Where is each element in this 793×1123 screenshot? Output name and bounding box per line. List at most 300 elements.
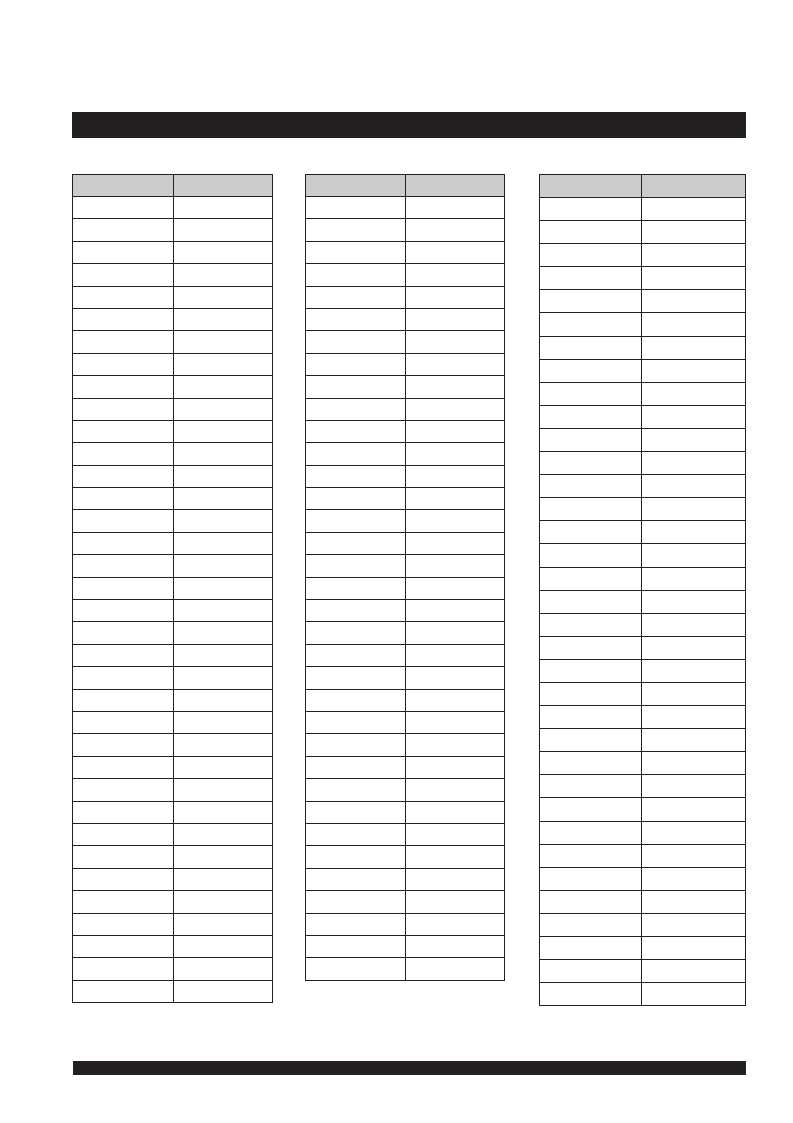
table-row (540, 290, 746, 313)
column-header (306, 175, 406, 197)
column-header (641, 175, 745, 198)
table-cell (406, 622, 505, 644)
table-cell (406, 846, 505, 868)
table-cell (73, 779, 174, 801)
table-cell (174, 241, 273, 263)
table-cell (73, 644, 174, 666)
table-cell (73, 577, 174, 599)
table-cell (641, 428, 745, 451)
table-cell (174, 286, 273, 308)
table-cell (174, 868, 273, 890)
table-row (306, 443, 505, 465)
table-cell (174, 622, 273, 644)
table-row (540, 775, 746, 798)
table-cell (641, 475, 745, 498)
table-cell (306, 600, 406, 622)
table-cell (73, 331, 174, 353)
table-cell (306, 667, 406, 689)
table-cell (306, 689, 406, 711)
table-cell (641, 498, 745, 521)
table-row (306, 197, 505, 219)
table-cell (73, 197, 174, 219)
table-cell (641, 336, 745, 359)
table-cell (306, 308, 406, 330)
table-row (306, 891, 505, 913)
table-cell (641, 867, 745, 890)
table-row (73, 667, 273, 689)
table-cell (306, 241, 406, 263)
table-row (73, 689, 273, 711)
table-cell (641, 960, 745, 983)
table-row (540, 636, 746, 659)
table-row (306, 622, 505, 644)
table-row (306, 286, 505, 308)
table-row (306, 846, 505, 868)
table-row (540, 706, 746, 729)
table-row (73, 734, 273, 756)
table-cell (306, 532, 406, 554)
table-row (540, 890, 746, 913)
table-row (306, 241, 505, 263)
table-row (73, 555, 273, 577)
table-cell (73, 734, 174, 756)
table-cell (540, 682, 642, 705)
table-cell (406, 241, 505, 263)
table-cell (306, 846, 406, 868)
table-cell (406, 667, 505, 689)
table-row (540, 867, 746, 890)
table-row (540, 382, 746, 405)
table-row (73, 443, 273, 465)
table-cell (406, 600, 505, 622)
table-cell (406, 891, 505, 913)
table-cell (641, 798, 745, 821)
table-cell (641, 405, 745, 428)
table-cell (73, 868, 174, 890)
table-cell (406, 913, 505, 935)
table-cell (174, 443, 273, 465)
table-row (73, 891, 273, 913)
table-row (540, 336, 746, 359)
table-cell (406, 197, 505, 219)
table-cell (306, 443, 406, 465)
table-cell (174, 197, 273, 219)
table-row (306, 667, 505, 689)
table-header-row (73, 175, 273, 197)
table-cell (174, 958, 273, 980)
table-cell (73, 219, 174, 241)
table-cell (73, 801, 174, 823)
table-cell (73, 756, 174, 778)
table-row (540, 659, 746, 682)
table-row (540, 821, 746, 844)
table-cell (174, 980, 273, 1002)
table-row (540, 452, 746, 475)
footer-bar (73, 1061, 746, 1075)
table-cell (641, 913, 745, 936)
table-cell (406, 868, 505, 890)
table-cell (641, 844, 745, 867)
table-cell (174, 801, 273, 823)
table-row (306, 532, 505, 554)
table-cell (641, 452, 745, 475)
table-row (73, 532, 273, 554)
table-cell (73, 353, 174, 375)
table-cell (641, 567, 745, 590)
table-row (540, 498, 746, 521)
table-cell (406, 935, 505, 957)
table-cell (73, 823, 174, 845)
table-cell (406, 779, 505, 801)
table-cell (306, 376, 406, 398)
table-cell (406, 823, 505, 845)
table-cell (540, 198, 642, 221)
table-cell (73, 622, 174, 644)
table-cell (641, 775, 745, 798)
table-cell (641, 267, 745, 290)
table-cell (641, 382, 745, 405)
table-cell (406, 510, 505, 532)
table-row (540, 198, 746, 221)
table-row (73, 219, 273, 241)
table-cell (306, 331, 406, 353)
table-cell (406, 644, 505, 666)
table-cell (73, 555, 174, 577)
table-row (73, 622, 273, 644)
table-row (540, 682, 746, 705)
table-cell (73, 264, 174, 286)
table-row (306, 465, 505, 487)
table-cell (306, 219, 406, 241)
table-row (306, 868, 505, 890)
table-cell (174, 913, 273, 935)
table-cell (406, 801, 505, 823)
table-cell (174, 376, 273, 398)
table-cell (406, 264, 505, 286)
table-cell (540, 452, 642, 475)
table-cell (174, 823, 273, 845)
table-cell (174, 308, 273, 330)
table-row (540, 221, 746, 244)
table-cell (73, 980, 174, 1002)
table-row (306, 823, 505, 845)
table-row (73, 913, 273, 935)
table-row (73, 935, 273, 957)
table-cell (641, 590, 745, 613)
table-cell (540, 221, 642, 244)
table-row (540, 613, 746, 636)
table-row (540, 983, 746, 1006)
table-row (306, 219, 505, 241)
table-cell (406, 756, 505, 778)
table-cell (540, 775, 642, 798)
table-cell (540, 636, 642, 659)
table-cell (406, 577, 505, 599)
column-header (406, 175, 505, 197)
table-row (306, 398, 505, 420)
table-cell (641, 544, 745, 567)
table-cell (641, 937, 745, 960)
table-row (73, 376, 273, 398)
table-row (540, 937, 746, 960)
table-cell (174, 689, 273, 711)
table-row (540, 798, 746, 821)
table-cell (306, 801, 406, 823)
table-cell (540, 428, 642, 451)
table-cell (641, 706, 745, 729)
table-cell (540, 313, 642, 336)
table-row (306, 488, 505, 510)
table-row (540, 590, 746, 613)
table-cell (73, 667, 174, 689)
table-cell (174, 219, 273, 241)
table-row (306, 264, 505, 286)
table-cell (306, 711, 406, 733)
table-cell (174, 846, 273, 868)
table-row (73, 264, 273, 286)
table-cell (174, 420, 273, 442)
table-cell (73, 532, 174, 554)
table-cell (73, 935, 174, 957)
table-cell (641, 659, 745, 682)
table-cell (306, 734, 406, 756)
table-cell (73, 510, 174, 532)
table-cell (73, 443, 174, 465)
table-cell (540, 613, 642, 636)
table-cell (406, 219, 505, 241)
table-row (540, 960, 746, 983)
table-cell (406, 734, 505, 756)
table-cell (540, 521, 642, 544)
table-cell (406, 286, 505, 308)
table-row (306, 756, 505, 778)
table-row (73, 331, 273, 353)
table-cell (540, 359, 642, 382)
table-row (540, 475, 746, 498)
table-cell (306, 510, 406, 532)
table-cell (540, 844, 642, 867)
table-row (306, 510, 505, 532)
table-cell (174, 398, 273, 420)
table-row (73, 286, 273, 308)
table-cell (174, 891, 273, 913)
table-row (73, 801, 273, 823)
table-cell (540, 867, 642, 890)
header-bar (72, 112, 746, 138)
table-cell (306, 420, 406, 442)
table-cell (174, 711, 273, 733)
table-header-row (306, 175, 505, 197)
table-cell (406, 398, 505, 420)
table-row (540, 544, 746, 567)
column-header (73, 175, 174, 197)
table-cell (174, 667, 273, 689)
table-row (73, 241, 273, 263)
table-cell (641, 636, 745, 659)
table-cell (540, 567, 642, 590)
table-cell (306, 488, 406, 510)
table-cell (306, 779, 406, 801)
table-cell (406, 331, 505, 353)
table-cell (641, 682, 745, 705)
table-cell (306, 644, 406, 666)
table-cell (73, 308, 174, 330)
table-cell (641, 359, 745, 382)
table-row (306, 689, 505, 711)
table-cell (406, 376, 505, 398)
table-cell (540, 659, 642, 682)
table-row (73, 756, 273, 778)
table-row (540, 844, 746, 867)
table-row (73, 600, 273, 622)
table-cell (406, 555, 505, 577)
table-cell (540, 798, 642, 821)
table-cell (73, 488, 174, 510)
table-cell (306, 465, 406, 487)
table-cell (73, 958, 174, 980)
table-cell (306, 398, 406, 420)
table-cell (641, 221, 745, 244)
table-row (306, 644, 505, 666)
table-cell (174, 734, 273, 756)
column-header (540, 175, 642, 198)
table-cell (73, 913, 174, 935)
table-cell (406, 308, 505, 330)
table-row (540, 405, 746, 428)
table-cell (306, 868, 406, 890)
table-cell (641, 290, 745, 313)
table-cell (406, 353, 505, 375)
table-cell (540, 290, 642, 313)
table-row (306, 555, 505, 577)
table-cell (641, 198, 745, 221)
table-cell (406, 532, 505, 554)
table-row (73, 510, 273, 532)
table-cell (306, 353, 406, 375)
table-cell (73, 600, 174, 622)
table-cell (174, 577, 273, 599)
table-row (73, 353, 273, 375)
table-cell (306, 935, 406, 957)
table-cell (641, 729, 745, 752)
table-cell (540, 382, 642, 405)
table-cell (174, 532, 273, 554)
table-row (540, 521, 746, 544)
table-cell (73, 241, 174, 263)
table-row (73, 577, 273, 599)
table-header-row (540, 175, 746, 198)
table-cell (406, 420, 505, 442)
table-cell (73, 376, 174, 398)
table-row (540, 244, 746, 267)
table-row (306, 779, 505, 801)
table-row (306, 376, 505, 398)
table-cell (174, 756, 273, 778)
table-cell (174, 555, 273, 577)
table-row (540, 729, 746, 752)
table-cell (641, 313, 745, 336)
table-cell (306, 577, 406, 599)
column-header (174, 175, 273, 197)
table-cell (174, 600, 273, 622)
table-row (306, 711, 505, 733)
table-cell (306, 891, 406, 913)
table-cell (406, 711, 505, 733)
table-row (73, 779, 273, 801)
table-cell (540, 937, 642, 960)
table-row (306, 935, 505, 957)
table-cell (73, 689, 174, 711)
table-row (73, 644, 273, 666)
table-row (540, 267, 746, 290)
table-row (306, 958, 505, 980)
table-row (540, 752, 746, 775)
table-row (540, 567, 746, 590)
table-cell (306, 555, 406, 577)
table-cell (73, 891, 174, 913)
table-row (73, 868, 273, 890)
table-cell (174, 779, 273, 801)
table-cell (641, 821, 745, 844)
table-row (73, 420, 273, 442)
table-cell (540, 244, 642, 267)
table-cell (406, 958, 505, 980)
table-cell (641, 752, 745, 775)
table-cell (73, 711, 174, 733)
table-row (306, 734, 505, 756)
table-cell (540, 267, 642, 290)
table-cell (641, 983, 745, 1006)
table-cell (306, 958, 406, 980)
table-cell (406, 465, 505, 487)
table-cell (540, 913, 642, 936)
table-cell (73, 846, 174, 868)
table-row (73, 488, 273, 510)
table-cell (540, 475, 642, 498)
table-cell (540, 729, 642, 752)
table-row (73, 846, 273, 868)
table-cell (540, 544, 642, 567)
table-cell (174, 510, 273, 532)
table-row (306, 420, 505, 442)
table-row (540, 913, 746, 936)
table-cell (73, 420, 174, 442)
table-cell (306, 756, 406, 778)
table-cell (73, 465, 174, 487)
table-cell (174, 353, 273, 375)
table-cell (406, 488, 505, 510)
table-cell (641, 244, 745, 267)
table-row (306, 353, 505, 375)
table-cell (174, 465, 273, 487)
table-cell (306, 823, 406, 845)
table-cell (540, 405, 642, 428)
table-cell (306, 264, 406, 286)
table-cell (540, 890, 642, 913)
table-row (306, 331, 505, 353)
blank-table-1 (72, 174, 273, 1003)
table-row (73, 398, 273, 420)
table-row (73, 823, 273, 845)
table-cell (406, 443, 505, 465)
blank-table-2 (305, 174, 505, 981)
table-cell (540, 590, 642, 613)
table-cell (174, 264, 273, 286)
table-cell (406, 689, 505, 711)
table-cell (540, 498, 642, 521)
table-cell (540, 336, 642, 359)
table-cell (540, 960, 642, 983)
